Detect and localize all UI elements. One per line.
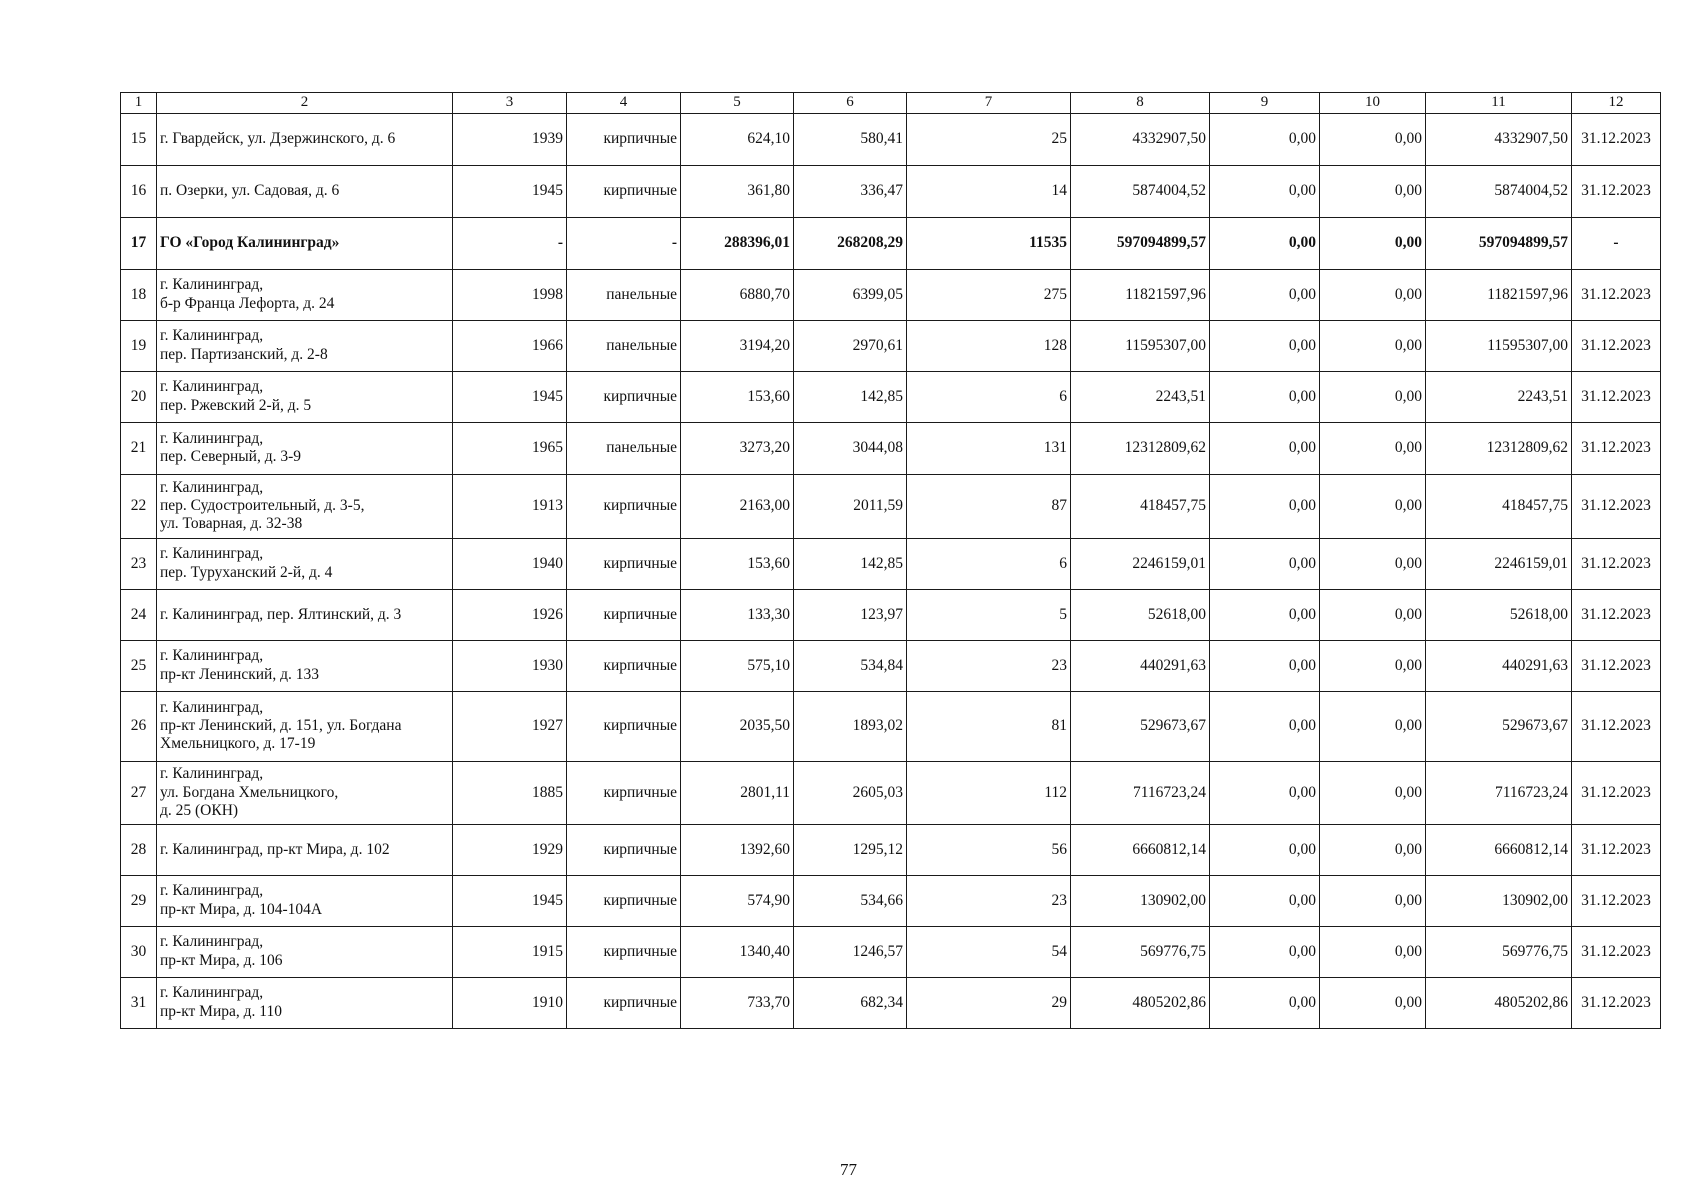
wall-material-cell: кирпичные	[567, 589, 681, 640]
cost-fund-cell: 0,00	[1210, 875, 1320, 926]
deadline-cell: 31.12.2023	[1572, 824, 1661, 875]
table-row	[121, 422, 1661, 474]
deadline-cell: 31.12.2023	[1572, 761, 1661, 824]
cost-budget-cell: 0,00	[1320, 113, 1426, 165]
address-cell	[157, 474, 453, 538]
table-row	[121, 977, 1661, 1028]
address-cell	[157, 217, 453, 269]
wall-material-cell: кирпичные	[567, 165, 681, 217]
address-cell	[157, 320, 453, 371]
cost-total-cell: 7116723,24	[1071, 761, 1210, 824]
address-line: п. Озерки, ул. Садовая, д. 6	[160, 182, 340, 200]
address-cell	[157, 113, 453, 165]
wall-material-cell: кирпичные	[567, 640, 681, 691]
deadline-cell: 31.12.2023	[1572, 589, 1661, 640]
area-total-cell: 1392,60	[681, 824, 794, 875]
year-cell: 1966	[453, 320, 567, 371]
area-total-cell: 1340,40	[681, 926, 794, 977]
cost-other-cell: 597094899,57	[1426, 217, 1572, 269]
cost-fund-cell: 0,00	[1210, 589, 1320, 640]
wall-material-cell: кирпичные	[567, 926, 681, 977]
address-cell	[157, 371, 453, 422]
residents-cell: 81	[907, 691, 1071, 761]
table-row	[121, 371, 1661, 422]
wall-material-cell: кирпичные	[567, 977, 681, 1028]
cost-total-cell: 4332907,50	[1071, 113, 1210, 165]
wall-material-cell: кирпичные	[567, 875, 681, 926]
wall-material-cell: кирпичные	[567, 691, 681, 761]
area-total-cell: 575,10	[681, 640, 794, 691]
cost-fund-cell: 0,00	[1210, 640, 1320, 691]
cost-fund-cell: 0,00	[1210, 824, 1320, 875]
row-number: 17	[121, 217, 157, 269]
column-header: 11	[1426, 93, 1572, 114]
residents-cell: 56	[907, 824, 1071, 875]
row-number: 20	[121, 371, 157, 422]
cost-fund-cell: 0,00	[1210, 761, 1320, 824]
cost-total-cell: 6660812,14	[1071, 824, 1210, 875]
row-number: 16	[121, 165, 157, 217]
wall-material-cell: кирпичные	[567, 538, 681, 589]
cost-budget-cell: 0,00	[1320, 422, 1426, 474]
area-living-cell: 142,85	[794, 371, 907, 422]
row-number: 30	[121, 926, 157, 977]
deadline-cell: 31.12.2023	[1572, 113, 1661, 165]
column-header: 6	[794, 93, 907, 114]
cost-fund-cell: 0,00	[1210, 691, 1320, 761]
cost-other-cell: 440291,63	[1426, 640, 1572, 691]
residents-cell: 275	[907, 269, 1071, 320]
area-total-cell: 2163,00	[681, 474, 794, 538]
address-line: пр-кт Мира, д. 104-104А	[160, 900, 323, 918]
address-line: г. Гвардейск, ул. Дзержинского, д. 6	[160, 130, 396, 148]
year-cell: 1913	[453, 474, 567, 538]
address-line: г. Калининград,	[160, 984, 264, 1002]
address-line: ул. Товарная, д. 32-38	[160, 515, 303, 533]
area-living-cell: 1893,02	[794, 691, 907, 761]
address-line: г. Калининград,	[160, 647, 264, 665]
cost-budget-cell: 0,00	[1320, 371, 1426, 422]
area-living-cell: 123,97	[794, 589, 907, 640]
column-header: 5	[681, 93, 794, 114]
area-living-cell: 336,47	[794, 165, 907, 217]
wall-material-cell: кирпичные	[567, 761, 681, 824]
year-cell: 1945	[453, 875, 567, 926]
area-total-cell: 733,70	[681, 977, 794, 1028]
cost-other-cell: 418457,75	[1426, 474, 1572, 538]
year-cell: 1939	[453, 113, 567, 165]
address-line: пер. Северный, д. 3-9	[160, 448, 301, 466]
deadline-cell: 31.12.2023	[1572, 640, 1661, 691]
cost-other-cell: 12312809,62	[1426, 422, 1572, 474]
area-living-cell: 534,66	[794, 875, 907, 926]
row-number: 22	[121, 474, 157, 538]
year-cell: 1930	[453, 640, 567, 691]
row-number: 28	[121, 824, 157, 875]
year-cell: 1885	[453, 761, 567, 824]
row-number: 19	[121, 320, 157, 371]
table-row	[121, 320, 1661, 371]
cost-total-cell: 11821597,96	[1071, 269, 1210, 320]
address-line: г. Калининград,	[160, 327, 264, 345]
deadline-cell: 31.12.2023	[1572, 371, 1661, 422]
area-total-cell: 6880,70	[681, 269, 794, 320]
row-number: 21	[121, 422, 157, 474]
cost-total-cell: 130902,00	[1071, 875, 1210, 926]
residents-cell: 29	[907, 977, 1071, 1028]
area-total-cell: 2801,11	[681, 761, 794, 824]
area-living-cell: 580,41	[794, 113, 907, 165]
address-line: г. Калининград,	[160, 933, 264, 951]
address-line: г. Калининград, пер. Ялтинский, д. 3	[160, 605, 402, 623]
address-line: г. Калининград,	[160, 478, 264, 496]
cost-other-cell: 52618,00	[1426, 589, 1572, 640]
cost-total-cell: 2246159,01	[1071, 538, 1210, 589]
address-line: пер. Судостроительный, д. 3-5,	[160, 497, 365, 515]
residents-cell: 54	[907, 926, 1071, 977]
row-number: 31	[121, 977, 157, 1028]
area-living-cell: 1295,12	[794, 824, 907, 875]
cost-fund-cell: 0,00	[1210, 474, 1320, 538]
cost-fund-cell: 0,00	[1210, 977, 1320, 1028]
cost-budget-cell: 0,00	[1320, 875, 1426, 926]
address-line: г. Калининград,	[160, 765, 264, 783]
address-cell	[157, 691, 453, 761]
area-total-cell: 361,80	[681, 165, 794, 217]
address-cell	[157, 824, 453, 875]
residents-cell: 23	[907, 640, 1071, 691]
wall-material-cell: кирпичные	[567, 824, 681, 875]
address-line: г. Калининград,	[160, 276, 264, 294]
deadline-cell: -	[1572, 217, 1661, 269]
table-row	[121, 761, 1661, 824]
cost-fund-cell: 0,00	[1210, 269, 1320, 320]
row-number: 29	[121, 875, 157, 926]
cost-fund-cell: 0,00	[1210, 113, 1320, 165]
address-line: Хмельницкого, д. 17-19	[160, 735, 316, 753]
cost-budget-cell: 0,00	[1320, 269, 1426, 320]
cost-other-cell: 2243,51	[1426, 371, 1572, 422]
residents-cell: 112	[907, 761, 1071, 824]
area-total-cell: 153,60	[681, 371, 794, 422]
address-cell	[157, 926, 453, 977]
address-cell	[157, 269, 453, 320]
cost-total-cell: 440291,63	[1071, 640, 1210, 691]
page-number: 77	[840, 1160, 857, 1179]
area-total-cell: 624,10	[681, 113, 794, 165]
address-line: пр-кт Мира, д. 106	[160, 951, 283, 969]
row-number: 23	[121, 538, 157, 589]
year-cell: 1965	[453, 422, 567, 474]
area-living-cell: 2605,03	[794, 761, 907, 824]
cost-fund-cell: 0,00	[1210, 165, 1320, 217]
address-cell	[157, 589, 453, 640]
area-total-cell: 288396,01	[681, 217, 794, 269]
area-total-cell: 133,30	[681, 589, 794, 640]
area-living-cell: 268208,29	[794, 217, 907, 269]
cost-other-cell: 4805202,86	[1426, 977, 1572, 1028]
residents-cell: 6	[907, 371, 1071, 422]
cost-budget-cell: 0,00	[1320, 165, 1426, 217]
address-line: г. Калининград,	[160, 545, 264, 563]
cost-total-cell: 418457,75	[1071, 474, 1210, 538]
table-row	[121, 538, 1661, 589]
deadline-cell: 31.12.2023	[1572, 691, 1661, 761]
column-header: 1	[121, 93, 157, 114]
area-living-cell: 1246,57	[794, 926, 907, 977]
cost-other-cell: 11595307,00	[1426, 320, 1572, 371]
wall-material-cell: кирпичные	[567, 113, 681, 165]
row-number: 24	[121, 589, 157, 640]
year-cell: 1926	[453, 589, 567, 640]
table-row	[121, 165, 1661, 217]
cost-budget-cell: 0,00	[1320, 589, 1426, 640]
column-number-row	[121, 93, 1661, 114]
address-line: г. Калининград,	[160, 882, 264, 900]
cost-other-cell: 6660812,14	[1426, 824, 1572, 875]
cost-budget-cell: 0,00	[1320, 320, 1426, 371]
address-line: г. Калининград,	[160, 429, 264, 447]
address-line: г. Калининград,	[160, 698, 264, 716]
table-row	[121, 589, 1661, 640]
cost-budget-cell: 0,00	[1320, 977, 1426, 1028]
cost-fund-cell: 0,00	[1210, 538, 1320, 589]
cost-total-cell: 11595307,00	[1071, 320, 1210, 371]
wall-material-cell: панельные	[567, 320, 681, 371]
cost-total-cell: 529673,67	[1071, 691, 1210, 761]
residents-cell: 5	[907, 589, 1071, 640]
deadline-cell: 31.12.2023	[1572, 474, 1661, 538]
column-header: 9	[1210, 93, 1320, 114]
year-cell: 1945	[453, 371, 567, 422]
address-line: б-р Франца Лефорта, д. 24	[160, 294, 335, 312]
year-cell: 1945	[453, 165, 567, 217]
year-cell: 1910	[453, 977, 567, 1028]
cost-total-cell: 52618,00	[1071, 589, 1210, 640]
cost-other-cell: 130902,00	[1426, 875, 1572, 926]
cost-total-cell: 597094899,57	[1071, 217, 1210, 269]
column-header: 3	[453, 93, 567, 114]
area-total-cell: 574,90	[681, 875, 794, 926]
table-row	[121, 875, 1661, 926]
cost-other-cell: 11821597,96	[1426, 269, 1572, 320]
residents-cell: 25	[907, 113, 1071, 165]
address-line: ГО «Город Калининград»	[160, 234, 340, 252]
year-cell: 1998	[453, 269, 567, 320]
address-cell	[157, 640, 453, 691]
row-number: 26	[121, 691, 157, 761]
table-row	[121, 217, 1661, 269]
deadline-cell: 31.12.2023	[1572, 422, 1661, 474]
address-cell	[157, 538, 453, 589]
year-cell: -	[453, 217, 567, 269]
deadline-cell: 31.12.2023	[1572, 926, 1661, 977]
area-living-cell: 2970,61	[794, 320, 907, 371]
cost-other-cell: 529673,67	[1426, 691, 1572, 761]
cost-total-cell: 5874004,52	[1071, 165, 1210, 217]
table-row	[121, 926, 1661, 977]
address-cell	[157, 977, 453, 1028]
residents-cell: 14	[907, 165, 1071, 217]
area-total-cell: 3273,20	[681, 422, 794, 474]
row-number: 25	[121, 640, 157, 691]
row-number: 18	[121, 269, 157, 320]
column-header: 8	[1071, 93, 1210, 114]
wall-material-cell: кирпичные	[567, 371, 681, 422]
address-line: пр-кт Ленинский, д. 151, ул. Богдана	[160, 717, 402, 735]
address-cell	[157, 165, 453, 217]
housing-register-table	[120, 92, 1661, 1029]
address-line: пер. Ржевский 2-й, д. 5	[160, 396, 312, 414]
cost-fund-cell: 0,00	[1210, 422, 1320, 474]
cost-budget-cell: 0,00	[1320, 217, 1426, 269]
address-line: ул. Богдана Хмельницкого,	[160, 783, 339, 801]
area-total-cell: 153,60	[681, 538, 794, 589]
cost-fund-cell: 0,00	[1210, 320, 1320, 371]
deadline-cell: 31.12.2023	[1572, 320, 1661, 371]
wall-material-cell: кирпичные	[567, 474, 681, 538]
year-cell: 1927	[453, 691, 567, 761]
residents-cell: 23	[907, 875, 1071, 926]
year-cell: 1915	[453, 926, 567, 977]
deadline-cell: 31.12.2023	[1572, 977, 1661, 1028]
address-line: г. Калининград,	[160, 378, 264, 396]
table-body	[121, 93, 1661, 1029]
column-header: 2	[157, 93, 453, 114]
cost-fund-cell: 0,00	[1210, 926, 1320, 977]
address-line: г. Калининград, пр-кт Мира, д. 102	[160, 840, 390, 858]
row-number: 27	[121, 761, 157, 824]
address-line: д. 25 (ОКН)	[160, 801, 239, 819]
column-header: 7	[907, 93, 1071, 114]
deadline-cell: 31.12.2023	[1572, 269, 1661, 320]
table-row	[121, 269, 1661, 320]
residents-cell: 6	[907, 538, 1071, 589]
area-total-cell: 2035,50	[681, 691, 794, 761]
cost-total-cell: 12312809,62	[1071, 422, 1210, 474]
column-header: 10	[1320, 93, 1426, 114]
area-total-cell: 3194,20	[681, 320, 794, 371]
cost-total-cell: 2243,51	[1071, 371, 1210, 422]
table-row	[121, 113, 1661, 165]
area-living-cell: 3044,08	[794, 422, 907, 474]
area-living-cell: 6399,05	[794, 269, 907, 320]
cost-budget-cell: 0,00	[1320, 824, 1426, 875]
address-cell	[157, 422, 453, 474]
address-cell	[157, 761, 453, 824]
area-living-cell: 142,85	[794, 538, 907, 589]
residents-cell: 11535	[907, 217, 1071, 269]
cost-other-cell: 7116723,24	[1426, 761, 1572, 824]
residents-cell: 131	[907, 422, 1071, 474]
area-living-cell: 2011,59	[794, 474, 907, 538]
row-number: 15	[121, 113, 157, 165]
table-row	[121, 474, 1661, 538]
area-living-cell: 534,84	[794, 640, 907, 691]
residents-cell: 87	[907, 474, 1071, 538]
cost-fund-cell: 0,00	[1210, 217, 1320, 269]
cost-budget-cell: 0,00	[1320, 640, 1426, 691]
wall-material-cell: панельные	[567, 422, 681, 474]
residents-cell: 128	[907, 320, 1071, 371]
cost-other-cell: 569776,75	[1426, 926, 1572, 977]
cost-budget-cell: 0,00	[1320, 926, 1426, 977]
cost-fund-cell: 0,00	[1210, 371, 1320, 422]
address-line: пр-кт Ленинский, д. 133	[160, 665, 319, 683]
deadline-cell: 31.12.2023	[1572, 538, 1661, 589]
deadline-cell: 31.12.2023	[1572, 165, 1661, 217]
cost-other-cell: 4332907,50	[1426, 113, 1572, 165]
wall-material-cell: -	[567, 217, 681, 269]
cost-other-cell: 2246159,01	[1426, 538, 1572, 589]
table-row	[121, 691, 1661, 761]
column-header: 12	[1572, 93, 1661, 114]
deadline-cell: 31.12.2023	[1572, 875, 1661, 926]
address-cell	[157, 875, 453, 926]
cost-other-cell: 5874004,52	[1426, 165, 1572, 217]
cost-total-cell: 569776,75	[1071, 926, 1210, 977]
cost-total-cell: 4805202,86	[1071, 977, 1210, 1028]
table-row	[121, 640, 1661, 691]
wall-material-cell: панельные	[567, 269, 681, 320]
cost-budget-cell: 0,00	[1320, 474, 1426, 538]
address-line: пер. Партизанский, д. 2-8	[160, 345, 328, 363]
year-cell: 1929	[453, 824, 567, 875]
table-row	[121, 824, 1661, 875]
cost-budget-cell: 0,00	[1320, 691, 1426, 761]
address-line: пр-кт Мира, д. 110	[160, 1002, 282, 1020]
area-living-cell: 682,34	[794, 977, 907, 1028]
address-line: пер. Туруханский 2-й, д. 4	[160, 563, 333, 581]
column-header: 4	[567, 93, 681, 114]
year-cell: 1940	[453, 538, 567, 589]
cost-budget-cell: 0,00	[1320, 761, 1426, 824]
cost-budget-cell: 0,00	[1320, 538, 1426, 589]
